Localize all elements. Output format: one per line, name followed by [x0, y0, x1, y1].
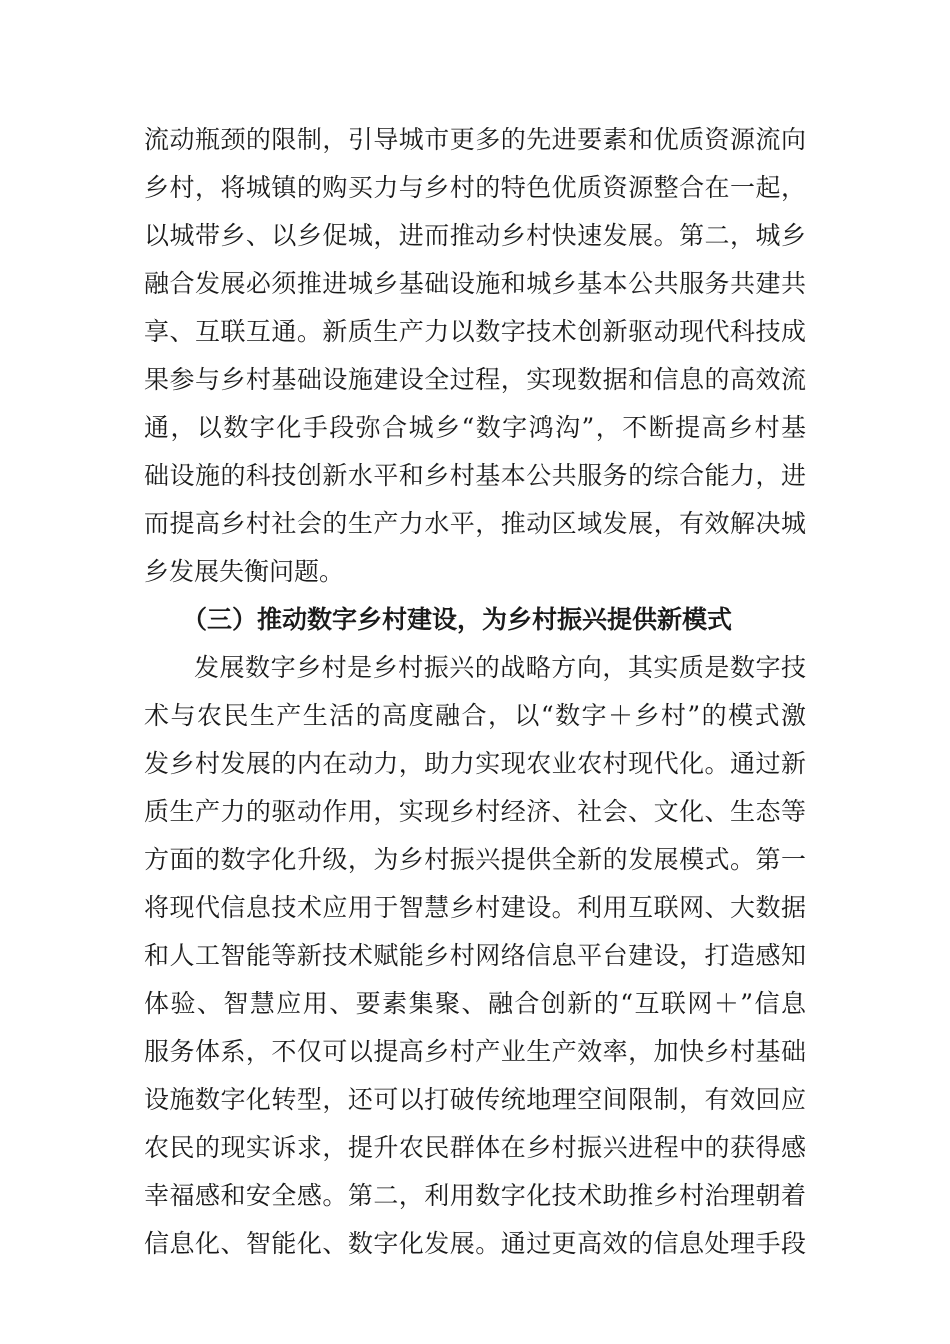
- body-text: [144, 116, 806, 1268]
- text-line: 方面的数字化升级，为乡村振兴提供全新的发展模式。第一: [144, 845, 806, 874]
- text-line: 发乡村发展的内在动力，助力实现农业农村现代化。通过新: [144, 749, 806, 778]
- text-line: 体验、智慧应用、要素集聚、融合创新的“互联网＋”信息: [144, 989, 806, 1018]
- section-heading: （三）推动数字乡村建设，为乡村振兴提供新模式: [182, 605, 733, 634]
- text-line: 以城带乡、以乡促城，进而推动乡村快速发展。第二，城乡: [144, 221, 806, 250]
- text-line: 融合发展必须推进城乡基础设施和城乡基本公共服务共建共: [144, 269, 806, 298]
- text-line: 流动瓶颈的限制，引导城市更多的先进要素和优质资源流向: [144, 125, 806, 154]
- text-line: 和人工智能等新技术赋能乡村网络信息平台建设，打造感知: [144, 941, 806, 970]
- text-line: 通，以数字化手段弥合城乡“数字鸿沟”，不断提高乡村基: [144, 413, 806, 442]
- text-line: 乡发展失衡问题。: [144, 557, 345, 586]
- text-line: 信息化、智能化、数字化发展。通过更高效的信息处理手段: [144, 1229, 806, 1258]
- text-line: 农民的现实诉求，提升农民群体在乡村振兴进程中的获得感: [144, 1133, 806, 1162]
- text-line: 础设施的科技创新水平和乡村基本公共服务的综合能力，进: [144, 461, 806, 490]
- text-line: 乡村，将城镇的购买力与乡村的特色优质资源整合在一起，: [144, 173, 806, 202]
- text-line: 服务体系，不仅可以提高乡村产业生产效率，加快乡村基础: [144, 1037, 806, 1066]
- text-line: 而提高乡村社会的生产力水平，推动区域发展，有效解决城: [144, 509, 806, 538]
- text-line: 幸福感和安全感。第二，利用数字化技术助推乡村治理朝着: [144, 1181, 806, 1210]
- text-line: 术与农民生产生活的高度融合，以“数字＋乡村”的模式激: [144, 701, 806, 730]
- text-line: 质生产力的驱动作用，实现乡村经济、社会、文化、生态等: [144, 797, 806, 826]
- text-line: 果参与乡村基础设施建设全过程，实现数据和信息的高效流: [144, 365, 806, 394]
- text-line: 将现代信息技术应用于智慧乡村建设。利用互联网、大数据: [144, 893, 806, 922]
- text-line: 享、互联互通。新质生产力以数字技术创新驱动现代科技成: [144, 317, 806, 346]
- text-line: 设施数字化转型，还可以打破传统地理空间限制，有效回应: [144, 1085, 806, 1114]
- paragraph-first-line: 发展数字乡村是乡村振兴的战略方向，其实质是数字技: [194, 653, 806, 682]
